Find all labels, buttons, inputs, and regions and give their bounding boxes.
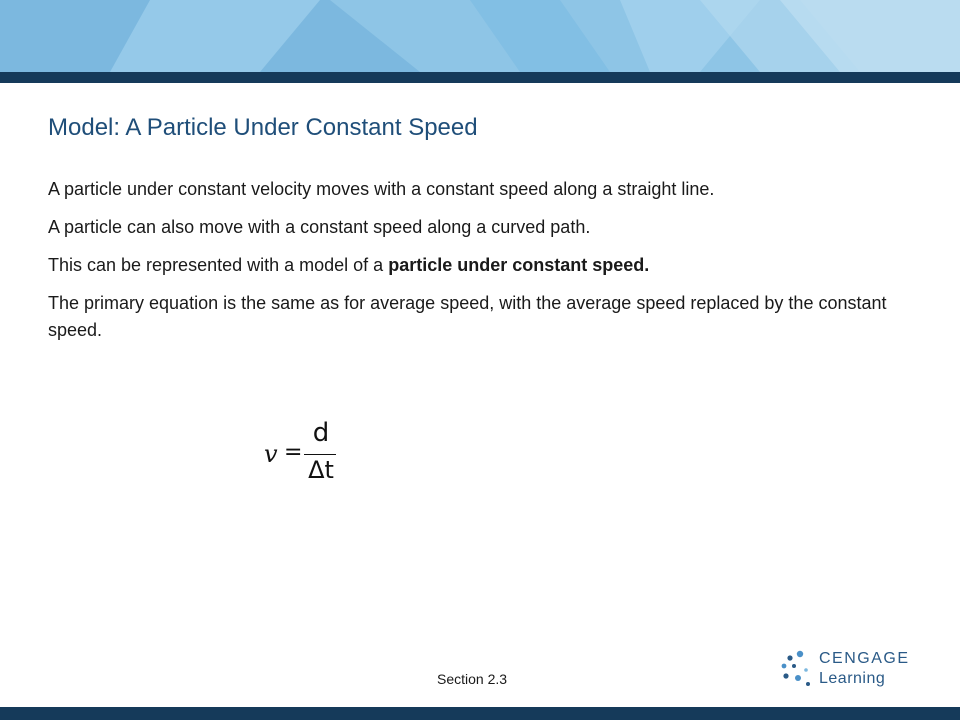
footer-rule [0,707,960,720]
logo-text-cengage: CENGAGE [819,650,910,667]
logo-text-learning: Learning [819,670,886,687]
equation-numerator: d [312,418,330,448]
fraction-bar [304,454,336,455]
slide-body [48,176,908,355]
paragraph-3-text: This can be represented with a model of a [48,255,389,275]
slide-title: Model: A Particle Under Constant Speed [48,114,478,141]
equation-denominator: Δt [308,456,334,484]
section-label: Section 2.3 [437,671,508,687]
header-graphic [0,0,960,72]
header-rule [0,72,960,83]
paragraph-3 [48,252,908,279]
paragraph-1: A particle under constant velocity moves with a constant speed along a straight line. [48,179,715,199]
cengage-logo [780,648,920,692]
logo-dots-icon [780,648,816,692]
speed-equation [262,420,352,486]
paragraph-4: The primary equation is the same as for average speed, with the average speed replaced by the constant speed. [48,293,887,340]
equation-lhs: v [264,440,278,468]
paragraph-2: A particle can also move with a constant speed along a curved path. [48,217,591,237]
paragraph-3-bold: particle under constant speed. [388,255,650,275]
header-banner [0,0,960,72]
equation-equals: = [284,440,303,465]
